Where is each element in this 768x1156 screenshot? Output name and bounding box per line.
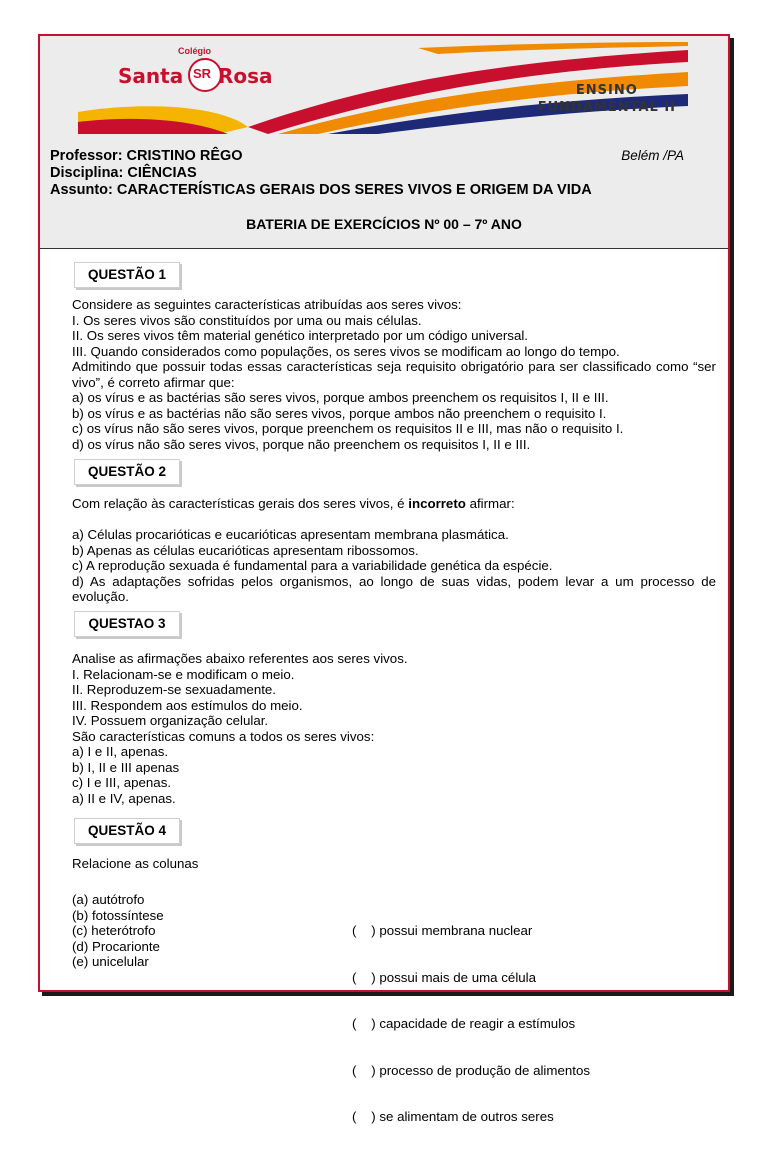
q4-left-item: (e) unicelular: [72, 954, 149, 969]
location-text: Belém /PA: [621, 148, 684, 163]
logo-seal: [188, 58, 222, 92]
q3-line: b) I, II e III apenas: [72, 759, 180, 775]
ensino-label: [538, 82, 676, 116]
question-2-options: [72, 527, 716, 605]
header: [40, 36, 728, 249]
q3-line: IV. Possuem organização celular.: [72, 713, 269, 728]
logo-right-text: Rosa: [218, 64, 273, 88]
q2-option: b) Apenas as células eucarióticas apresentam ribossomos.: [72, 542, 419, 558]
q3-line: a) II e IV, apenas.: [72, 790, 176, 806]
q3-line: c) I e III, apenas.: [72, 775, 172, 790]
q3-line: II. Reproduzem-se sexuadamente.: [72, 682, 276, 697]
q4-right-item: ( ) possui mais de uma célula: [352, 969, 537, 985]
q1-option: a) os vírus e as bactérias são seres vivos, porque ambos preenchem os requisitos I, II e III.: [72, 390, 609, 405]
q2-option: c) A reprodução sexuada é fundamental para a variabilidade genética da espécie.: [72, 558, 553, 573]
q3-line: São características comuns a todos os seres vivos:: [72, 728, 375, 744]
school-logo: [118, 46, 273, 106]
logo-seal-text: SR: [193, 66, 212, 81]
question-2-body: [72, 496, 716, 512]
q1-option: d) os vírus não são seres vivos, porque não preenchem os requisitos I, II e III.: [72, 436, 531, 452]
q3-line: III. Respondem aos estímulos do meio.: [72, 697, 303, 713]
q2-stem-emphasis: incorreto: [408, 496, 466, 511]
q4-left-item: (c) heterótrofo: [72, 923, 156, 938]
question-1-body: [72, 297, 716, 452]
professor-line: Professor: CRISTINO RÊGO: [50, 148, 243, 164]
q3-line: a) I e II, apenas.: [72, 744, 169, 759]
logo-left-text: Santa: [118, 64, 184, 88]
q4-right-item: ( ) capacidade de reagir a estímulos: [352, 1016, 576, 1031]
q2-stem-start: Com relação às características gerais dos seres vivos, é: [72, 496, 409, 511]
q4-left-item: (b) fotossíntese: [72, 907, 164, 923]
question-3-label: QUESTAO 3: [74, 611, 180, 637]
q2-option: d) As adaptações sofridas pelos organismos, ao longo de suas vidas, podem levar a um processo de evolução.: [72, 573, 716, 604]
q1-option: b) os vírus e as bactérias não são seres vivos, porque ambos não preenchem o requisito I.: [72, 405, 607, 421]
disciplina-line: Disciplina: CIÊNCIAS: [50, 165, 197, 181]
q3-line: I. Relacionam-se e modificam o meio.: [72, 666, 295, 682]
q4-left-column: [72, 892, 332, 970]
ensino-line-2: FUNDAMENTAL II: [537, 100, 676, 115]
question-4-label: QUESTÃO 4: [74, 818, 180, 844]
q1-intro: Considere as seguintes características atribuídas aos seres vivos:: [72, 297, 462, 312]
question-1-label: QUESTÃO 1: [74, 262, 180, 288]
q4-stem: Relacione as colunas: [72, 856, 199, 871]
q3-line: Analise as afirmações abaixo referentes aos seres vivos.: [72, 651, 408, 666]
q4-right-item: ( ) possui membrana nuclear: [352, 923, 533, 938]
q2-stem: [72, 496, 716, 512]
question-3-body: [72, 651, 716, 806]
q4-right-item: ( ) processo de produção de alimentos: [352, 1062, 590, 1078]
question-2-label: QUESTÃO 2: [74, 459, 180, 485]
exercise-title: BATERIA DE EXERCÍCIOS Nº 00 – 7º ANO: [246, 216, 522, 232]
logo-small-text: Colégio: [178, 46, 211, 56]
ensino-line-1: ENSINO: [575, 83, 638, 98]
q1-option: c) os vírus não são seres vivos, porque preenchem os requisitos II e III, mas não o requisito I.: [72, 421, 624, 436]
page-frame: [38, 34, 730, 1124]
q2-stem-end: afirmar:: [465, 496, 515, 511]
q1-stem: Admitindo que possuir todas essas características seja requisito obrigatório para ser classificado como “ser vivo”, é correto afirmar que:: [72, 359, 716, 390]
q1-item: II. Os seres vivos têm material genético interpretado por um código universal.: [72, 328, 528, 343]
q4-left-item: (a) autótrofo: [72, 892, 145, 907]
q1-item: III. Quando considerados como populações, os seres vivos se modificam ao longo do tempo.: [72, 343, 620, 359]
q4-right-item: ( ) se alimentam de outros seres: [352, 1109, 554, 1124]
assunto-line: Assunto: CARACTERÍSTICAS GERAIS DOS SERES VIVOS E ORIGEM DA VIDA: [50, 182, 592, 198]
q4-left-item: (d) Procarionte: [72, 938, 160, 954]
q2-option: a) Células procarióticas e eucarióticas apresentam membrana plasmática.: [72, 527, 509, 542]
q1-item: I. Os seres vivos são constituídos por uma ou mais células.: [72, 312, 422, 328]
